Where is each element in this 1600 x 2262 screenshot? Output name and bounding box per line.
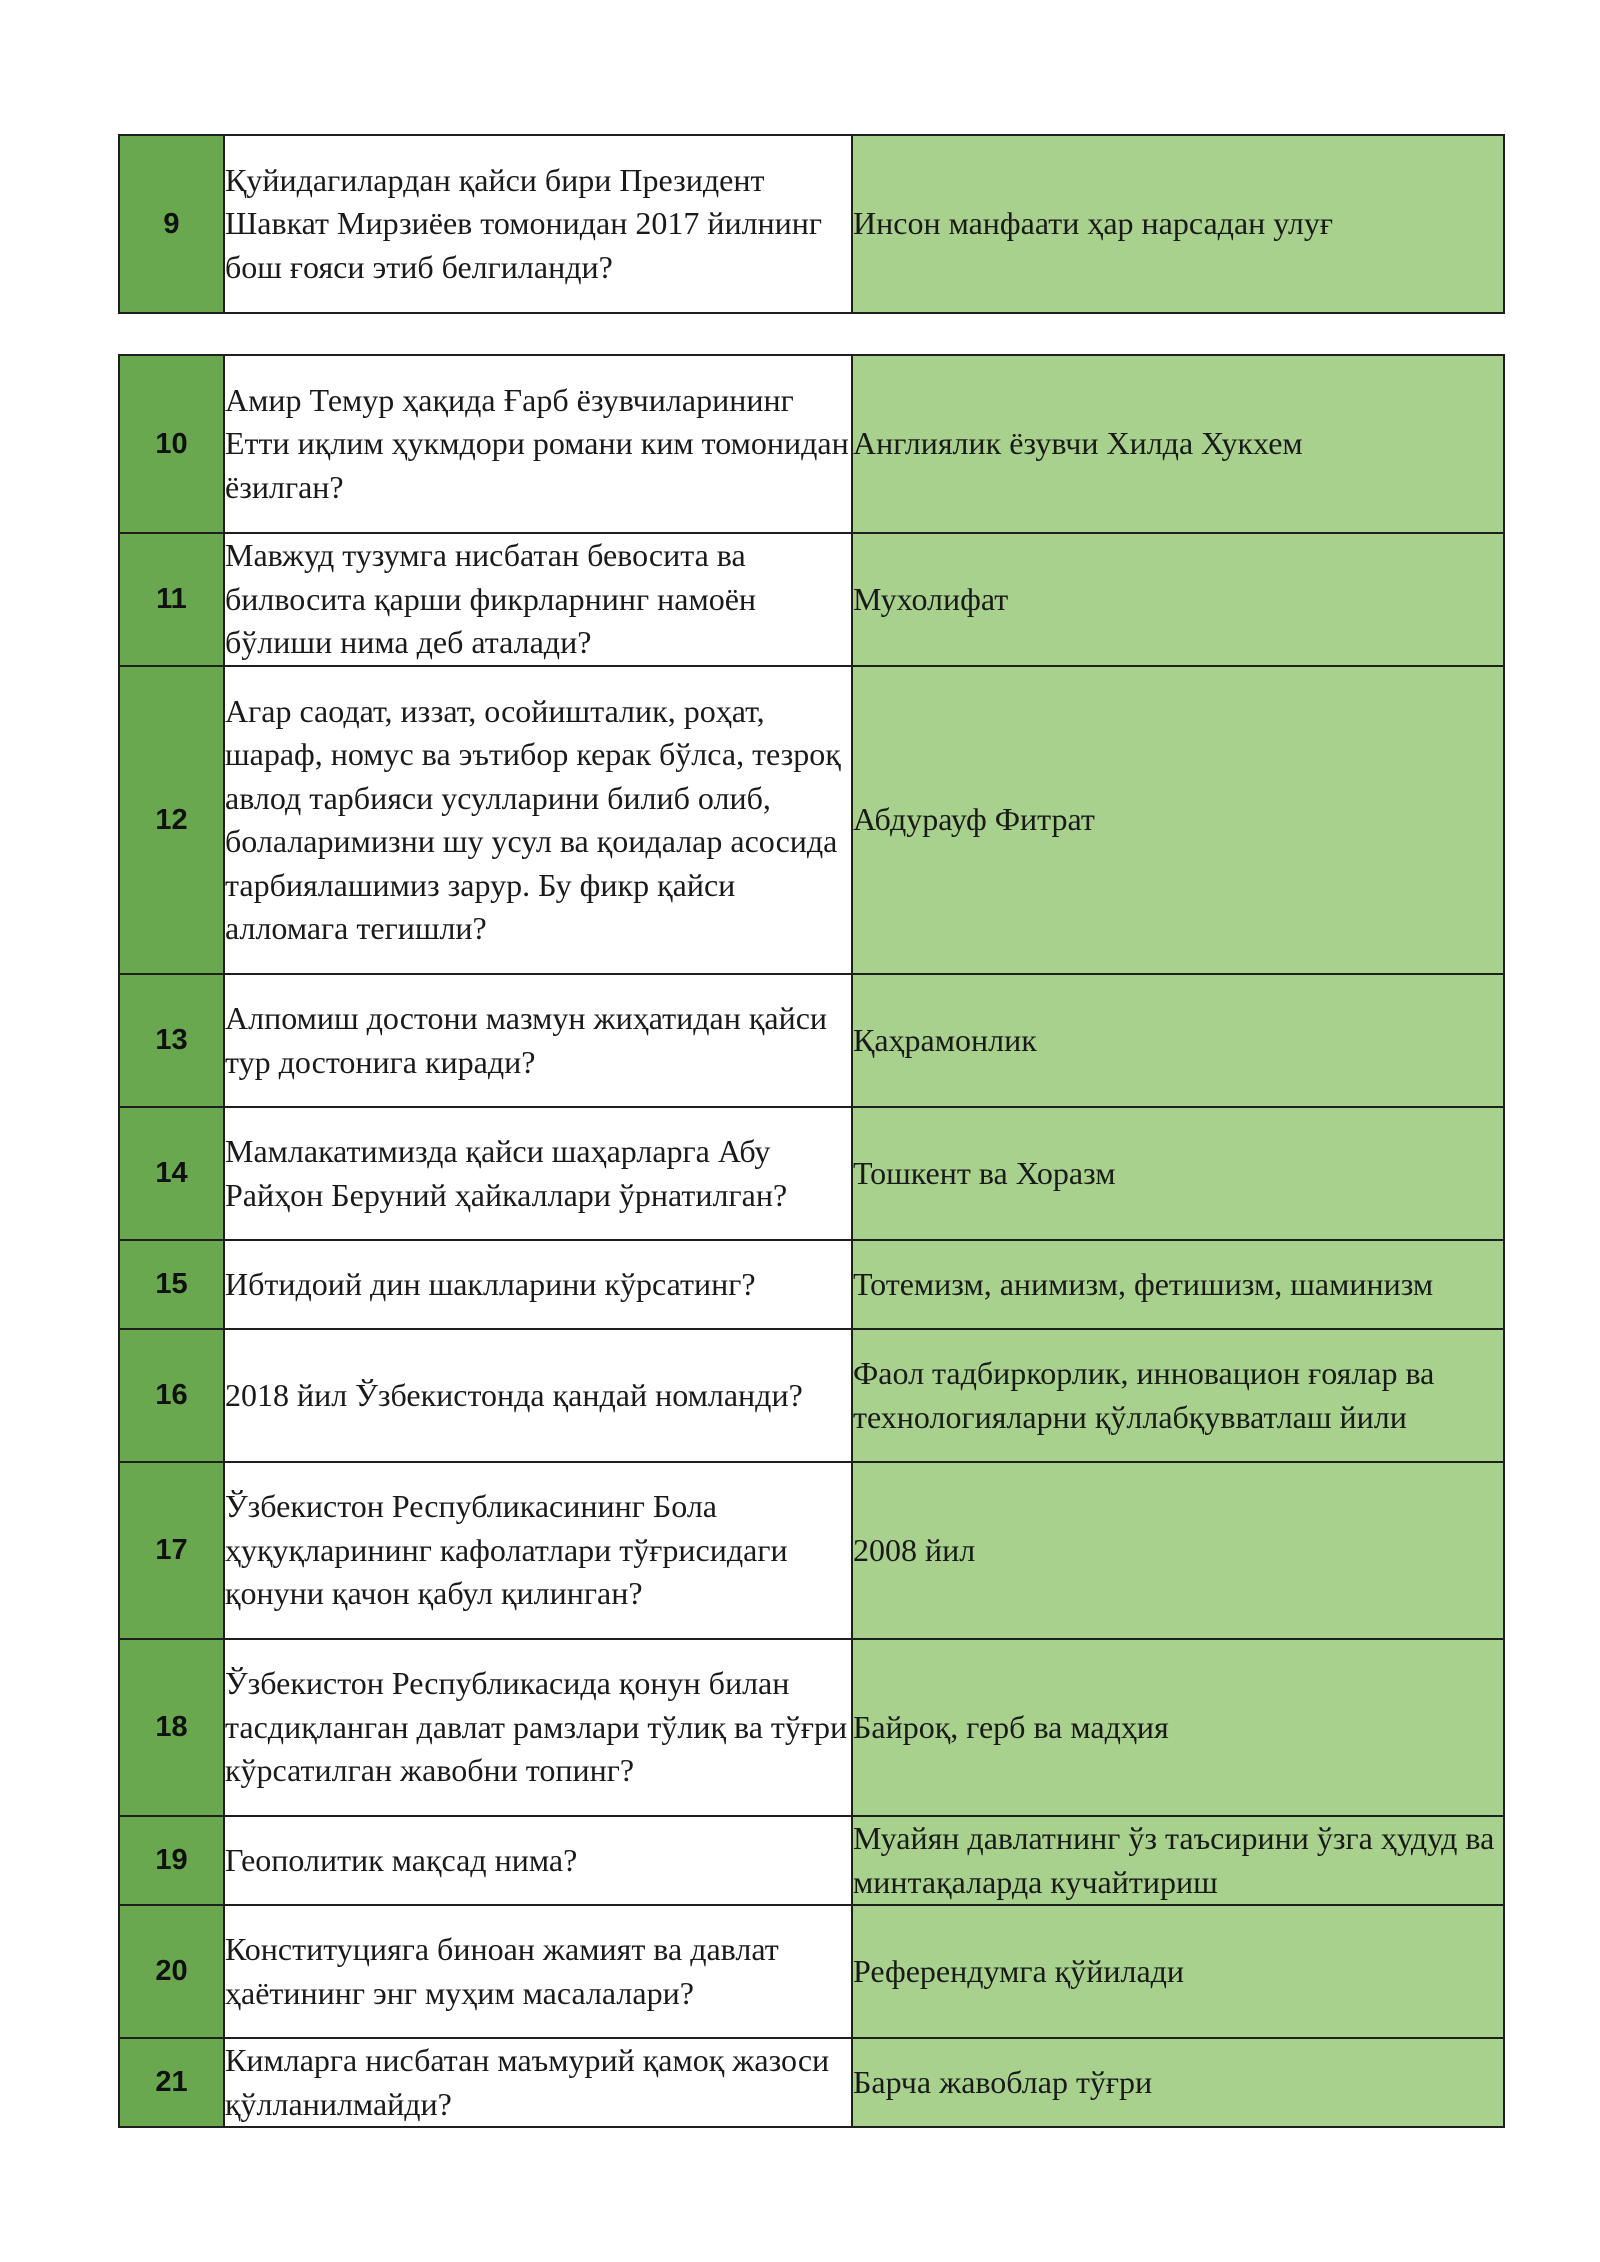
answer-cell: Тошкент ва Хоразм xyxy=(852,1107,1504,1240)
row-number: 12 xyxy=(119,666,224,974)
answer-cell: Қаҳрамонлик xyxy=(852,974,1504,1107)
qa-row xyxy=(119,666,1504,974)
qa-table-main xyxy=(118,354,1505,2128)
qa-table-top xyxy=(118,134,1505,314)
qa-row xyxy=(119,1329,1504,1462)
qa-row xyxy=(119,1462,1504,1639)
qa-row xyxy=(119,1905,1504,2038)
question-cell: Конституцияга биноан жамият ва давлат ҳаётининг энг муҳим масалалари? xyxy=(224,1905,852,2038)
row-number: 20 xyxy=(119,1905,224,2038)
row-number: 9 xyxy=(119,135,224,313)
question-cell: Амир Темур ҳақида Ғарб ёзувчиларининг Етти иқлим ҳукмдори романи ким томонидан ёзилган? xyxy=(224,355,852,533)
answer-cell: Инсон манфаати ҳар нарсадан улуғ xyxy=(852,135,1504,313)
qa-row xyxy=(119,355,1504,533)
question-cell: Ўзбекистон Республикасида қонун билан тасдиқланган давлат рамзлари тўлиқ ва тўғри кўрсатилган жавобни топинг? xyxy=(224,1639,852,1816)
row-number: 16 xyxy=(119,1329,224,1462)
row-number: 13 xyxy=(119,974,224,1107)
qa-row xyxy=(119,1107,1504,1240)
qa-row xyxy=(119,1639,1504,1816)
answer-cell: Мухолифат xyxy=(852,533,1504,666)
answer-cell: 2008 йил xyxy=(852,1462,1504,1639)
answer-cell: Фаол тадбиркорлик, инновацион ғоялар ва технологияларни қўллабқувватлаш йили xyxy=(852,1329,1504,1462)
qa-row xyxy=(119,1816,1504,1905)
question-cell: Алпомиш достони мазмун жиҳатидан қайси тур достонига киради? xyxy=(224,974,852,1107)
question-cell: Ибтидоий дин шаклларини кўрсатинг? xyxy=(224,1240,852,1329)
qa-row xyxy=(119,1240,1504,1329)
row-number: 18 xyxy=(119,1639,224,1816)
question-cell: Мавжуд тузумга нисбатан бевосита ва билвосита қарши фикрларнинг намоён бўлиши нима деб аталади? xyxy=(224,533,852,666)
answer-cell: Референдумга қўйилади xyxy=(852,1905,1504,2038)
answer-cell: Абдурауф Фитрат xyxy=(852,666,1504,974)
qa-row xyxy=(119,135,1504,313)
answer-cell: Байроқ, герб ва мадҳия xyxy=(852,1639,1504,1816)
answer-cell: Тотемизм, анимизм, фетишизм, шаминизм xyxy=(852,1240,1504,1329)
qa-row xyxy=(119,974,1504,1107)
qa-row xyxy=(119,533,1504,666)
qa-row xyxy=(119,2038,1504,2127)
question-cell: Мамлакатимизда қайси шаҳарларга Абу Райҳон Беруний ҳайкаллари ўрнатилган? xyxy=(224,1107,852,1240)
row-number: 15 xyxy=(119,1240,224,1329)
row-number: 19 xyxy=(119,1816,224,1905)
answer-cell: Англиялик ёзувчи Хилда Хукхем xyxy=(852,355,1504,533)
question-cell: Қуйидагилардан қайси бири Президент Шавкат Мирзиёев томонидан 2017 йилнинг бош ғояси этиб белгиланди? xyxy=(224,135,852,313)
row-number: 21 xyxy=(119,2038,224,2127)
row-number: 10 xyxy=(119,355,224,533)
row-number: 17 xyxy=(119,1462,224,1639)
question-cell: Кимларга нисбатан маъмурий қамоқ жазоси қўлланилмайди? xyxy=(224,2038,852,2127)
question-cell: 2018 йил Ўзбекистонда қандай номланди? xyxy=(224,1329,852,1462)
row-number: 11 xyxy=(119,533,224,666)
question-cell: Агар саодат, иззат, осойишталик, роҳат, шараф, номус ва эътибор керак бўлса, тезроқ авлод тарбияси усулларини билиб олиб, болаларимизни шу усул ва қоидалар асосида тарбиялашимиз зарур. Бу фикр қайси алломага тегишли? xyxy=(224,666,852,974)
question-cell: Ўзбекистон Республикасининг Бола ҳуқуқларининг кафолатлари тўғрисидаги қонуни қачон қабул қилинган? xyxy=(224,1462,852,1639)
row-number: 14 xyxy=(119,1107,224,1240)
answer-cell: Барча жавоблар тўғри xyxy=(852,2038,1504,2127)
answer-cell: Муайян давлатнинг ўз таъсирини ўзга ҳудуд ва минтақаларда кучайтириш xyxy=(852,1816,1504,1905)
question-cell: Геополитик мақсад нима? xyxy=(224,1816,852,1905)
